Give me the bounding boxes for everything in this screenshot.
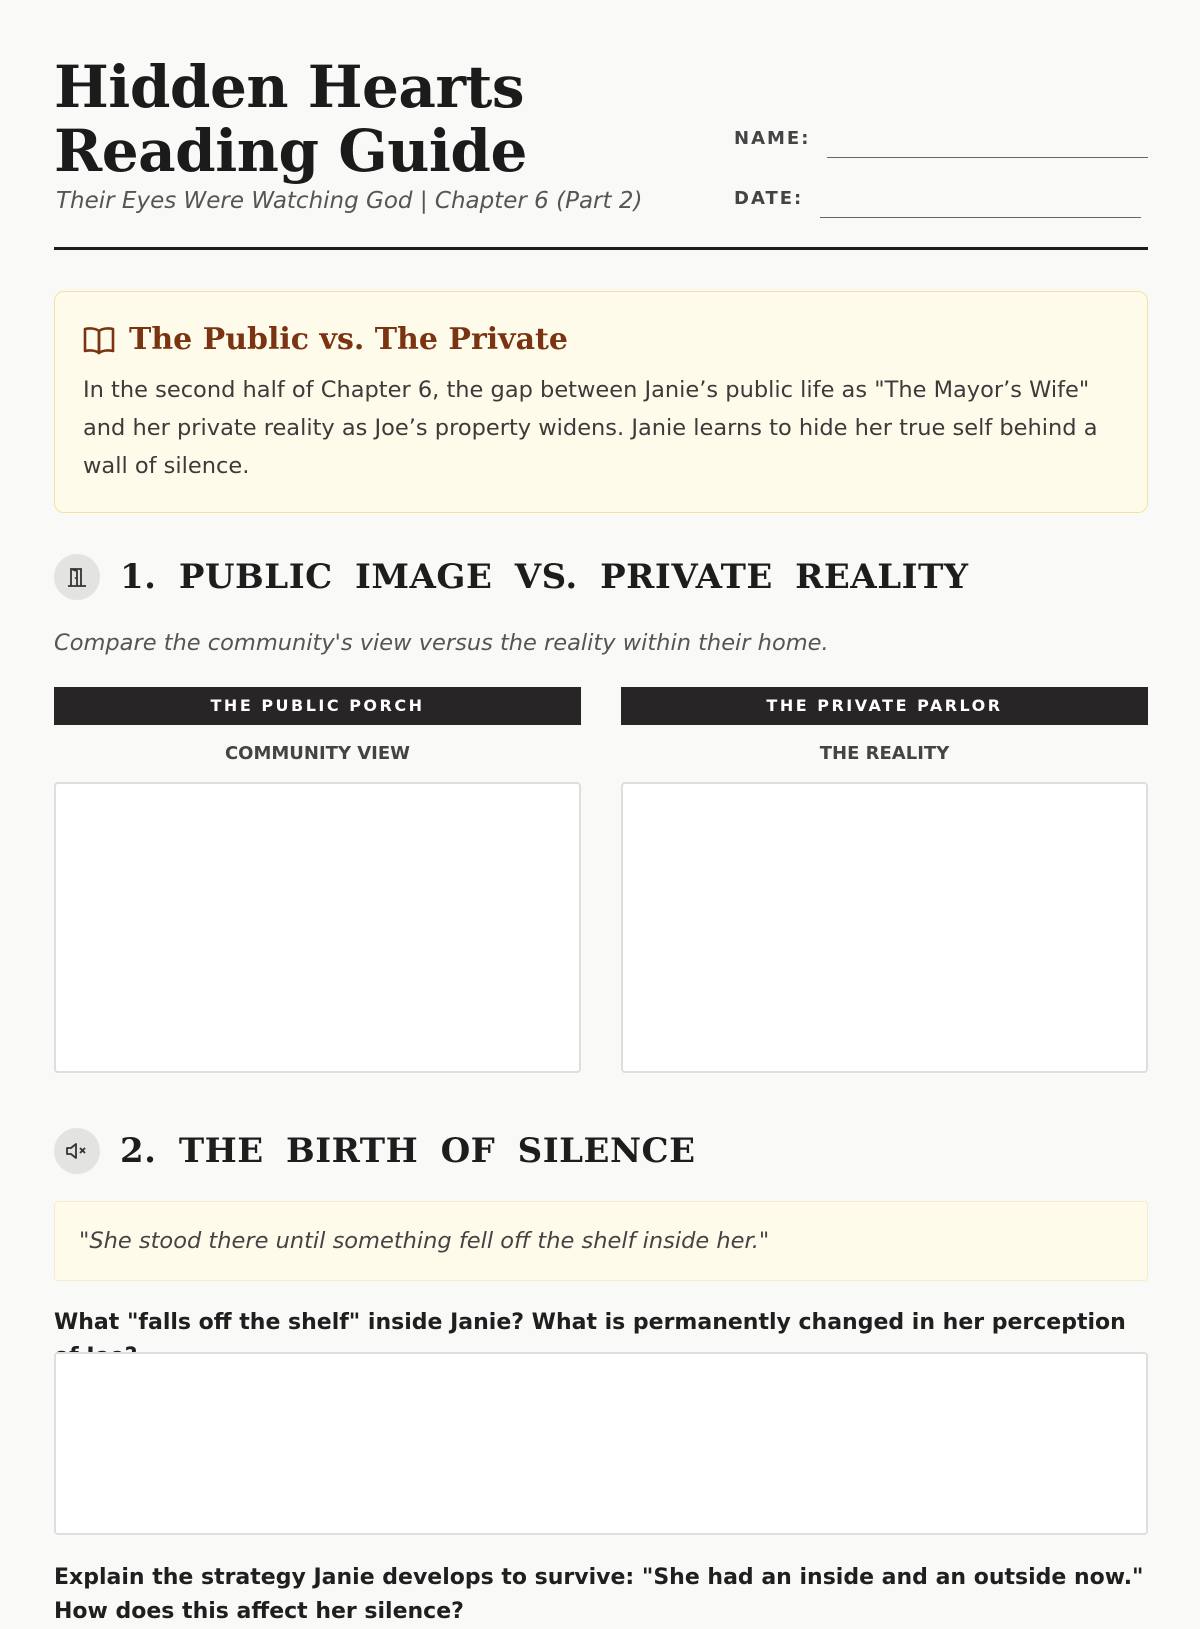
page-title: Hidden Hearts Reading Guide	[54, 53, 527, 185]
door-icon	[54, 554, 100, 600]
date-label: DATE:	[734, 188, 804, 209]
intro-callout	[54, 291, 1148, 513]
page-subtitle: Their Eyes Were Watching God | Chapter 6 (Part 2)	[56, 188, 643, 214]
quote-callout: "She stood there until something fell off the shelf inside her."	[54, 1201, 1148, 1281]
date-input-line[interactable]	[820, 217, 1141, 218]
intro-title: The Public vs. The Private	[129, 322, 568, 357]
worksheet-page	[54, 0, 1148, 1624]
column-header: THE PUBLIC PORCH	[54, 687, 581, 725]
reality-answer-box[interactable]	[621, 782, 1148, 1073]
name-label: NAME:	[734, 128, 811, 149]
question-1: What "falls off the shelf" inside Janie? What is permanently changed in her perception	[54, 1310, 1126, 1335]
intro-text: In the second half of Chapter 6, the gap between Janie’s public life as "The Mayor’s Wife" and her private reality as Joe’s property widens. Janie learns to hide her true self behind a wall of silence.	[83, 377, 1098, 479]
private-parlor-column	[621, 687, 1148, 1073]
public-porch-column	[54, 687, 581, 1073]
community-view-answer-box[interactable]	[54, 782, 581, 1073]
column-header: THE PRIVATE PARLOR	[621, 687, 1148, 725]
column-subheader: THE REALITY	[819, 743, 950, 764]
mute-icon	[54, 1128, 100, 1174]
worksheet-header	[54, 0, 1148, 250]
question-1-answer-box[interactable]	[54, 1352, 1148, 1535]
open-book-icon	[83, 325, 115, 355]
section-1-title: 1. PUBLIC IMAGE VS. PRIVATE REALITY	[120, 557, 969, 597]
question-2: Explain the strategy Janie develops to survive: "She had an inside and an outside now." How does this affect her silence?	[54, 1565, 1144, 1624]
name-field	[734, 128, 810, 149]
name-input-line[interactable]	[827, 157, 1148, 158]
section-1-heading	[54, 554, 969, 600]
section-2-title: 2. THE BIRTH OF SILENCE	[120, 1131, 696, 1171]
column-subheader: COMMUNITY VIEW	[224, 743, 411, 764]
section-2-heading	[54, 1128, 696, 1174]
section-1-description: Compare the community's view versus the reality within their home.	[54, 630, 829, 656]
date-field	[734, 188, 803, 209]
